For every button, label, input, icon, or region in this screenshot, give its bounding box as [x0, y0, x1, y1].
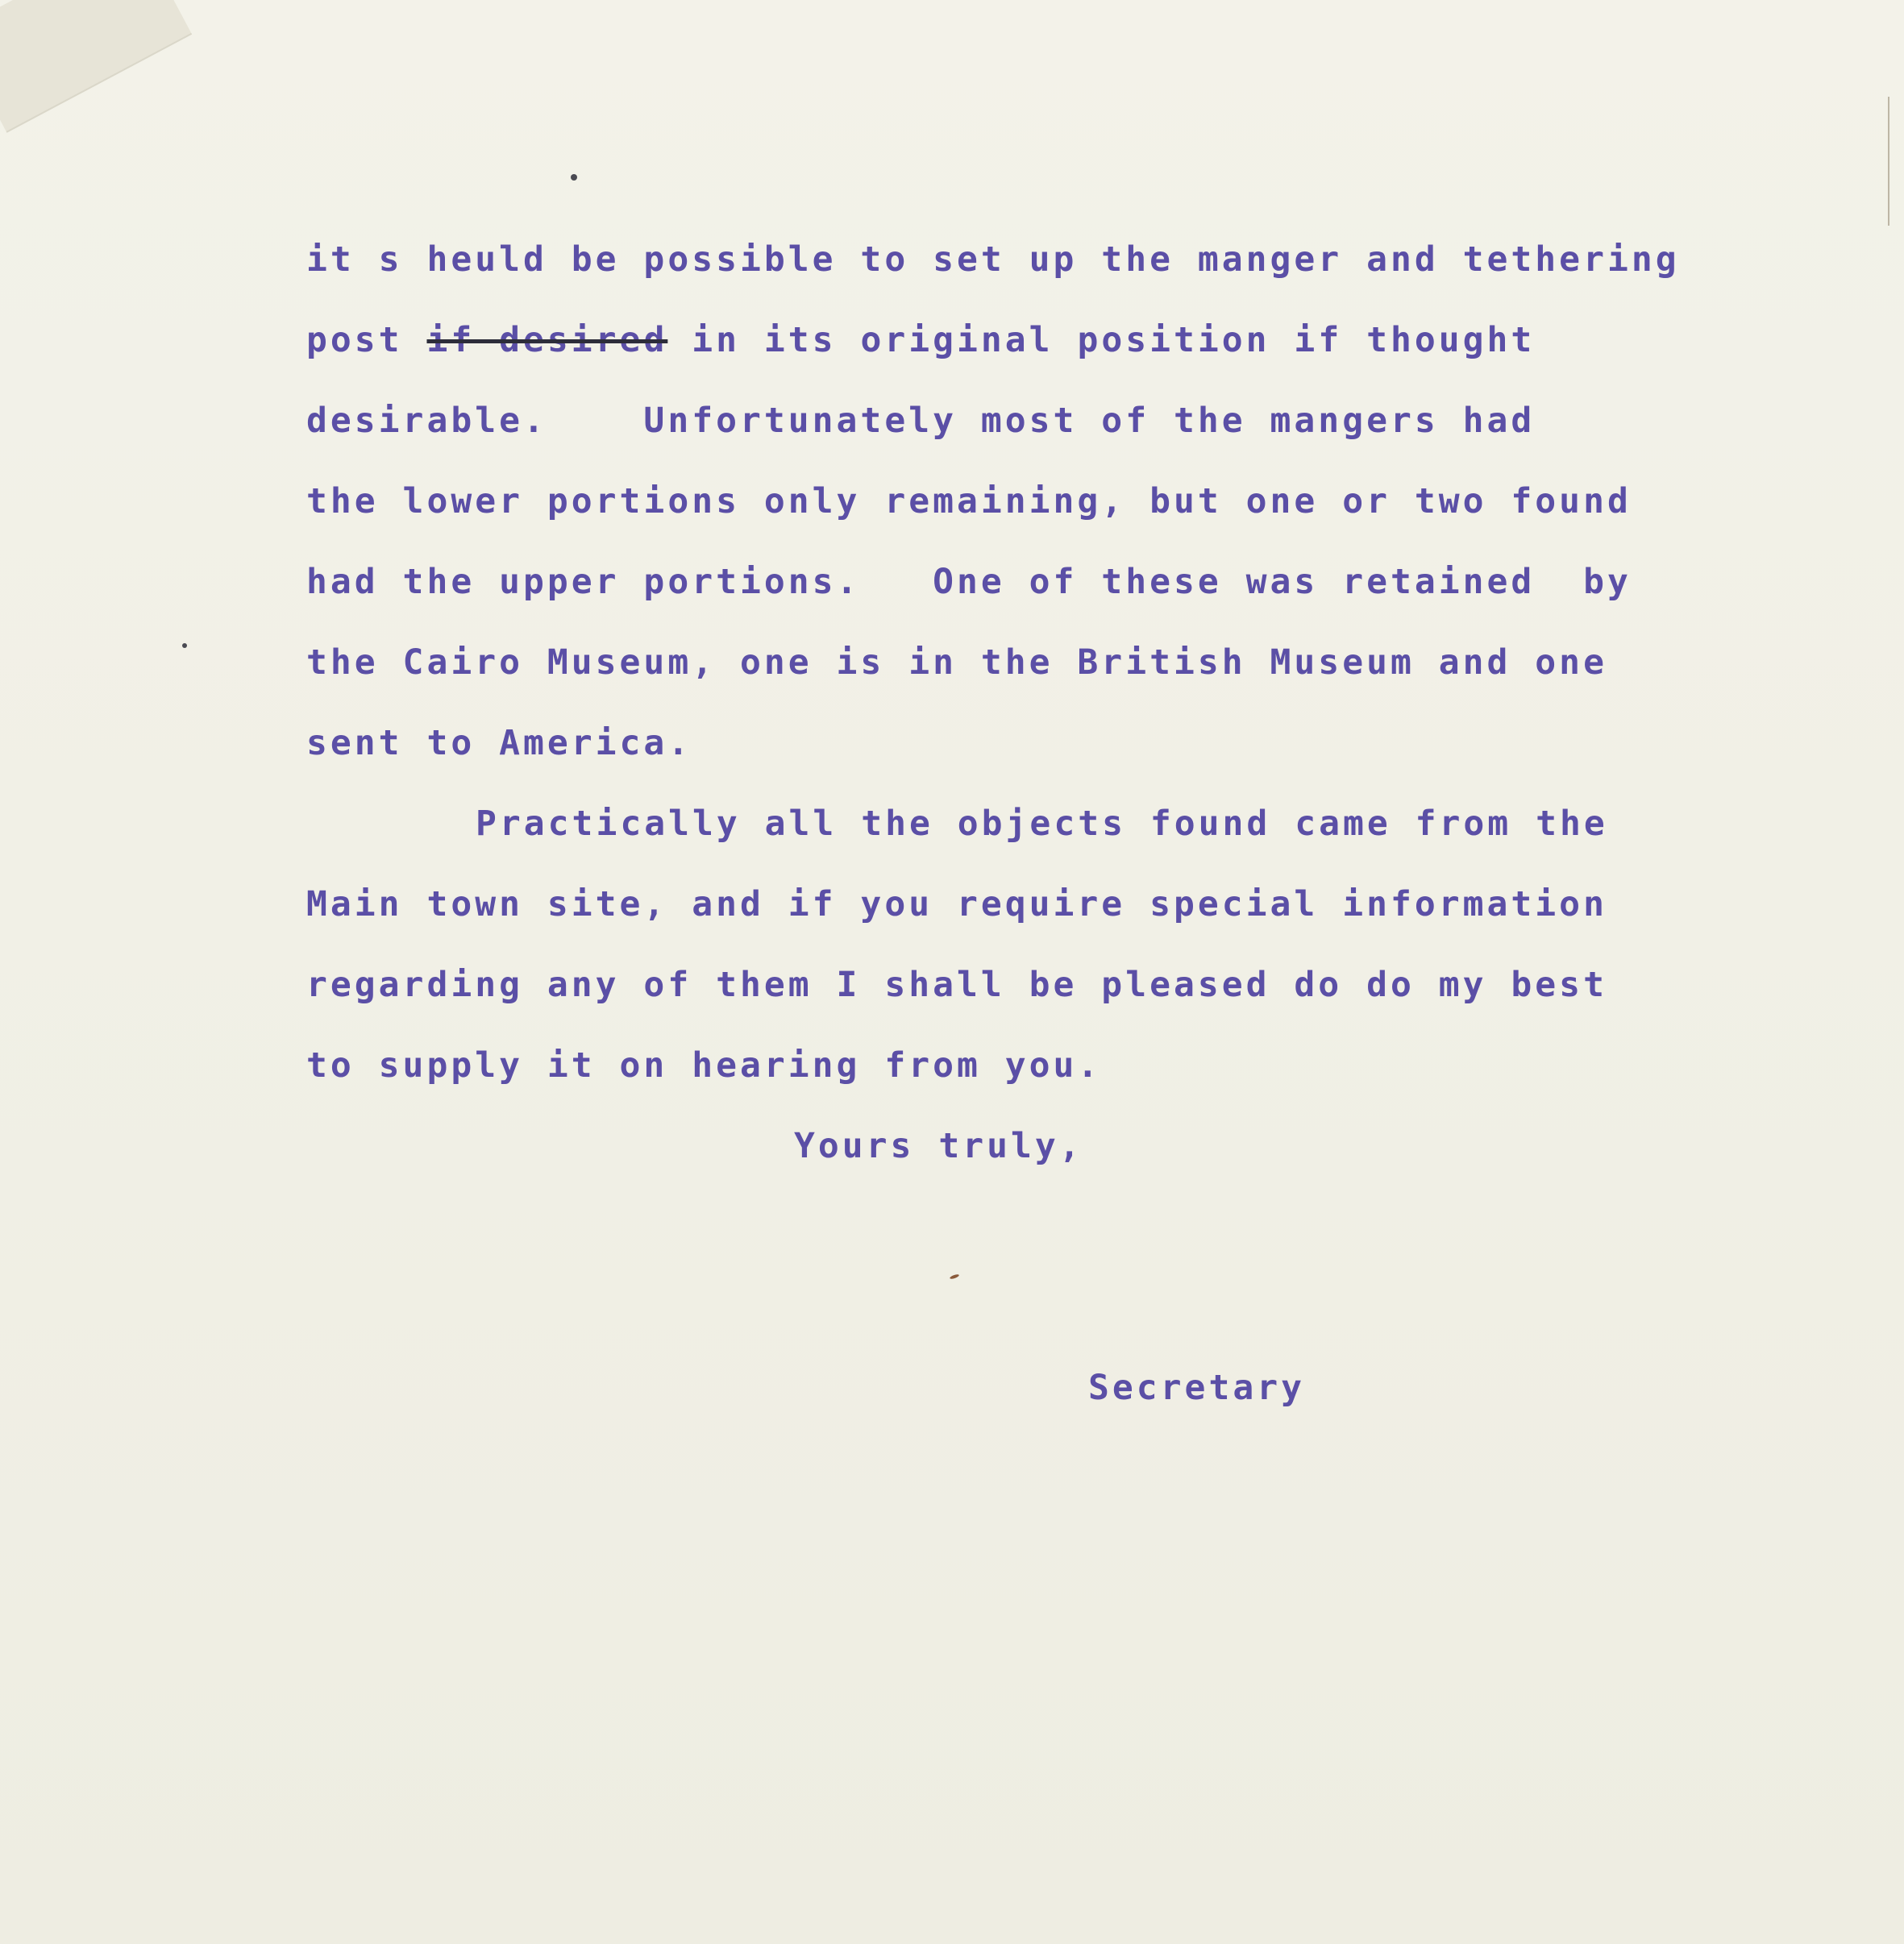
- body-line: desirable. Unfortunately most of the mangers had: [306, 401, 1536, 441]
- ink-speck: [950, 1273, 960, 1280]
- body-line: had the upper portions. One of these was retained by: [306, 562, 1632, 602]
- body-line: to supply it on hearing from you.: [306, 1045, 1102, 1086]
- paper-edge-mark: [1888, 97, 1889, 226]
- closing: Yours truly,: [794, 1126, 1083, 1166]
- body-line: it s heuld be possible to set up the manger and tethering: [306, 239, 1680, 280]
- body-line: sent to America.: [306, 723, 692, 763]
- ink-speck: [571, 174, 577, 181]
- ink-speck: [182, 643, 187, 648]
- body-line: Main town site, and if you require special information: [306, 884, 1607, 924]
- body-line: regarding any of them I shall be pleased do do my best: [306, 965, 1607, 1005]
- body-line: Practically all the objects found came from the: [476, 804, 1608, 844]
- struck-out-text: if desired: [426, 320, 668, 360]
- body-line: the Cairo Museum, one is in the British Museum and one: [306, 642, 1607, 683]
- body-line: the lower portions only remaining, but one or two found: [306, 481, 1632, 521]
- body-line-text: post: [306, 320, 427, 360]
- body-line-text: in its original position if thought: [667, 320, 1536, 360]
- signature-title: Secretary: [1088, 1368, 1305, 1408]
- tape-scrap: [0, 0, 192, 133]
- body-line: [306, 320, 1535, 360]
